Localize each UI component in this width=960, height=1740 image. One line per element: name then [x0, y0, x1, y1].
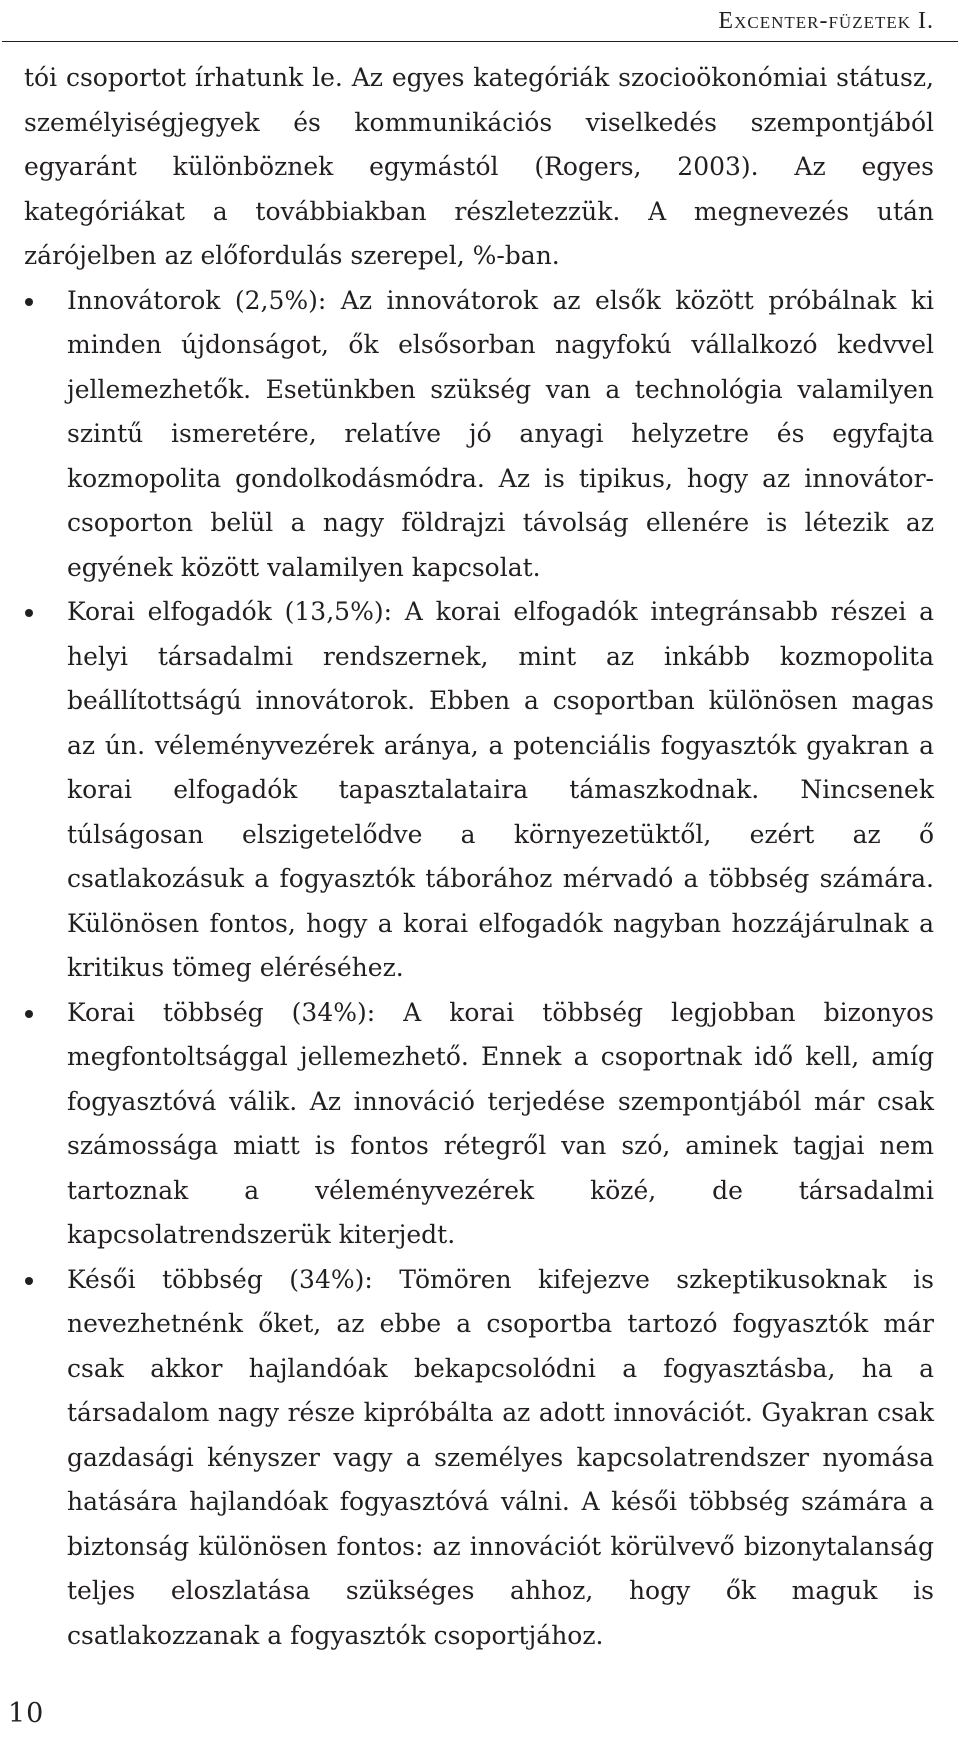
page-number: 10 [8, 1698, 45, 1729]
running-header: Excenter-füzetek I. [718, 8, 934, 34]
bullet-dot-icon [25, 1277, 33, 1285]
list-item-text: Innovátorok (2,5%): Az innovátorok az elsők között próbálnak ki minden újdonságot, ők elsősorban nagyfokú vállalkozó kedvvel jellemezhetők. Esetünkben szükség van a technológia valamilyen szintű ismeretére, relatíve jó anyagi helyzetre és egyfajta kozmopolita gondolkodásmódra. Az is tipikus, hogy az innovátor-csoporton belül a nagy földrajzi távolság ellenére is létezik az egyének között valamilyen kapcsolat. [67, 285, 934, 582]
list-item [24, 279, 934, 591]
list-item-text: Korai többség (34%): A korai többség legjobban bizonyos megfontoltsággal jellemezhető. Ennek a csoportnak idő kell, amíg fogyasztóvá válik. Az innováció terjedése szempontjából már csak számossága miatt is fontos rétegről van szó, aminek tagjai nem tartoznak a véleményvezérek közé, de társadalmi kapcsolatrendszerük kiterjedt. [67, 997, 934, 1249]
body-text [24, 56, 934, 1658]
category-list [24, 279, 934, 1659]
list-item [24, 590, 934, 991]
list-item-text: Korai elfogadók (13,5%): A korai elfogadók integránsabb részei a helyi társadalmi rendszernek, mint az inkább kozmopolita beállítottságú innovátorok. Ebben a csoportban különösen magas az ún. véleményvezérek aránya, a potenciális fogyasztók gyakran a korai elfogadók tapasztalataira támaszkodnak. Nincsenek túlságosan elszigetelődve a környezetüktől, ezért az ő csatlakozásuk a fogyasztók táborához mérvadó a többség számára. Különösen fontos, hogy a korai elfogadók nagyban hozzájárulnak a kritikus tömeg eléréséhez. [67, 597, 934, 982]
list-item [24, 1258, 934, 1659]
bullet-dot-icon [25, 1010, 33, 1018]
list-item-text: Késői többség (34%): Tömören kifejezve szkeptikusoknak is nevezhetnénk őket, az ebbe a csoportba tartozó fogyasztók már csak akkor hajlandóak bekapcsolódni a fogyasztásba, ha a társadalom nagy része kipróbálta az adott innovációt. Gyakran csak gazdasági kényszer vagy a személyes kapcsolatrendszer nyomása hatására hajlandóak fogyasztóvá válni. A késői többség számára a biztonság különösen fontos: az innovációt körülvevő bizonytalanság teljes eloszlatása szükséges ahhoz, hogy ők maguk is csatlakozzanak a fogyasztók csoportjához. [67, 1264, 934, 1650]
list-item [24, 991, 934, 1258]
bullet-dot-icon [25, 609, 33, 617]
intro-paragraph: tói csoportot írhatunk le. Az egyes kategóriák szocioökonómiai státusz, személyiségjegyek és kommunikációs viselkedés szempontjából egyaránt különböznek egymástól (Rogers, 2003). Az egyes kategóriákat a továbbiakban részletezzük. A megnevezés után zárójelben az előfordulás szerepel, %-ban. [24, 63, 934, 270]
bullet-dot-icon [25, 298, 33, 306]
header-rule [2, 41, 958, 42]
